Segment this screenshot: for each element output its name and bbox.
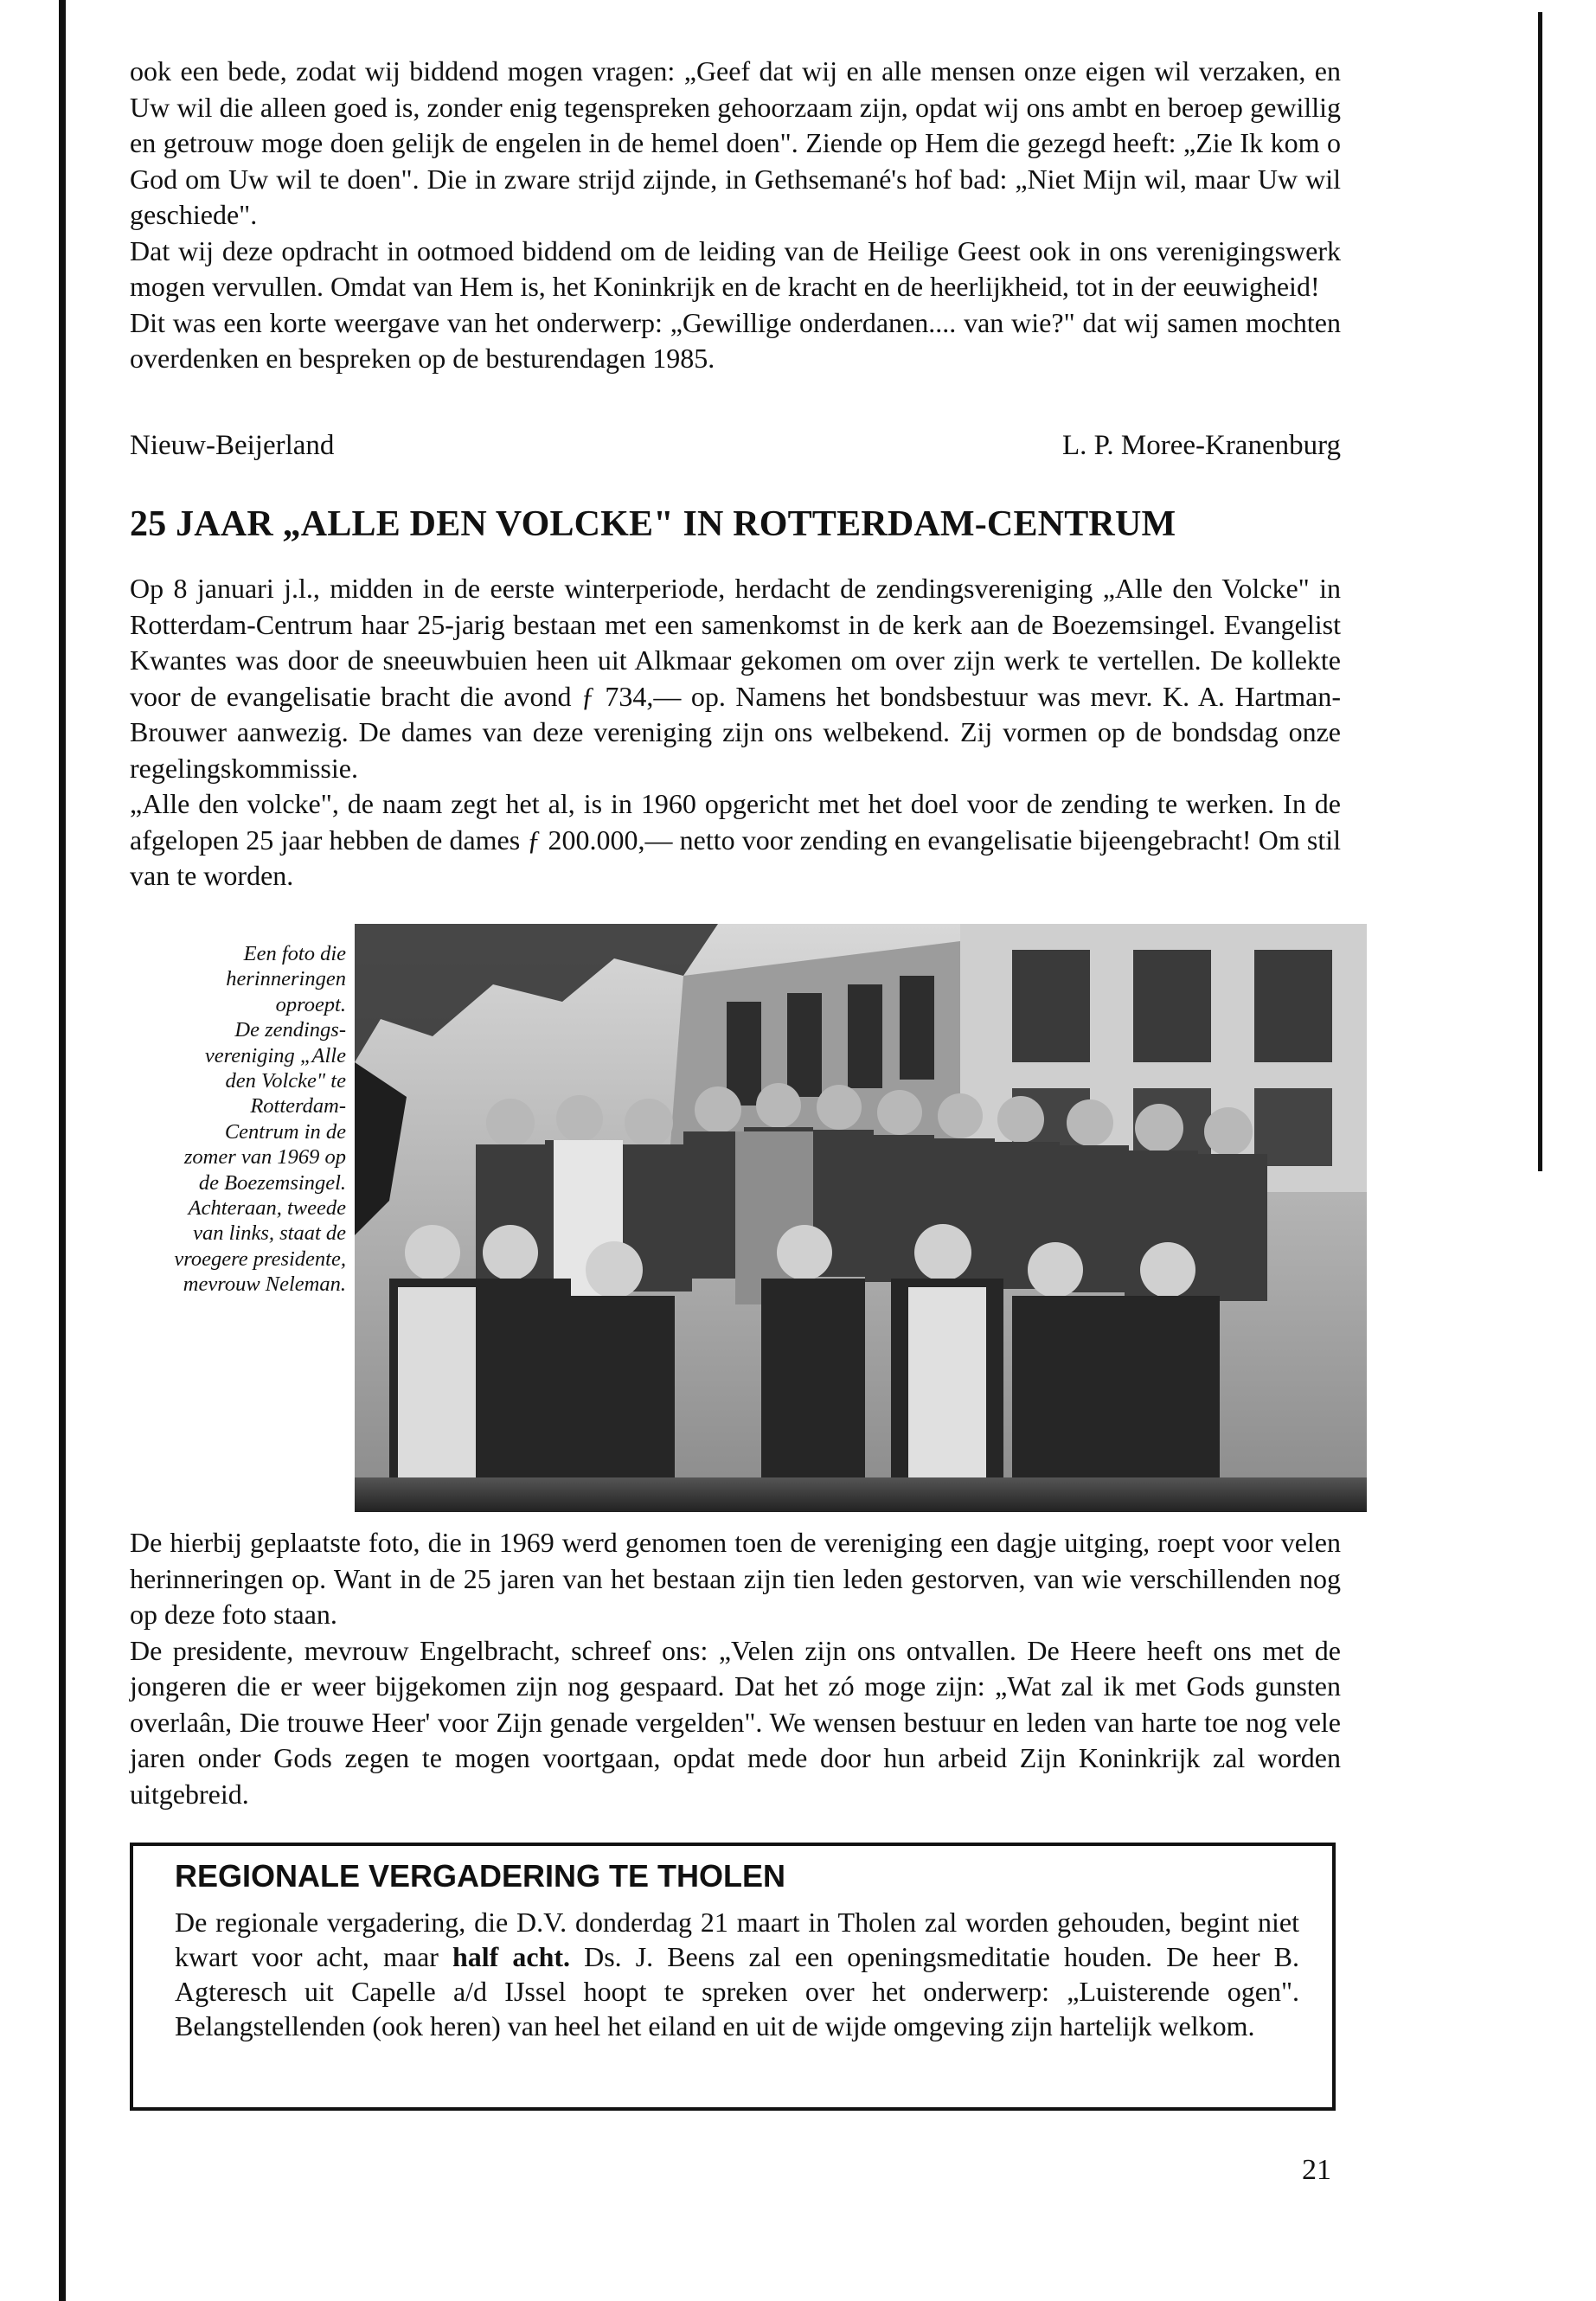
- caption-line: Een foto die: [243, 942, 346, 965]
- signoff-place: Nieuw-Beijerland: [130, 430, 335, 461]
- intro-text: [130, 54, 1341, 377]
- photo-caption: [130, 941, 346, 1298]
- notice-box: [130, 1843, 1336, 2111]
- caption-line: zomer van 1969 op: [183, 1145, 346, 1170]
- notice-bold-time: half acht.: [452, 1941, 571, 1972]
- caption-line: oproept.: [275, 992, 346, 1016]
- intro-paragraph-1: ook een bede, zodat wij biddend mogen vragen: „Geef dat wij en alle mensen onze eigen wil verzaken, en Uw wil die alleen goed is, zonder enig tegenspreken gehoorzaam zijn, opdat wij ons ambt en beroep gewillig en getrouw moge doen gelijk de engelen in de hemel doen". Ziende op Hem die gezegd heeft: „Zie Ik kom o God om Uw wil te doen". Die in zware strijd zijnde, in Gethsemané's hof bad: „Niet Mijn wil, maar Uw wil geschiede".: [130, 55, 1341, 230]
- caption-line: De zendings-: [234, 1018, 346, 1042]
- notice-text-1: De regionale vergadering, die D.V. donderdag 21 maart in Tholen zal worden gehouden, begint niet kwart voor acht, maar: [175, 1907, 1299, 1972]
- article-title: 25 JAAR „ALLE DEN VOLCKE" IN ROTTERDAM-CENTRUM: [130, 504, 1176, 544]
- notice-title: REGIONALE VERGADERING TE THOLEN: [175, 1858, 786, 1894]
- group-photo: [355, 924, 1367, 1512]
- intro-paragraph-2: Dat wij deze opdracht in ootmoed biddend om de leiding van de Heilige Geest ook in ons verenigingswerk mogen vervullen. Omdat van Hem is, het Koninkrijk en de kracht en de heerlijkheid, tot in der eeuwigheid!: [130, 234, 1341, 302]
- scan-edge-left: [59, 0, 66, 2301]
- caption-line: vereniging „Alle: [204, 1043, 346, 1067]
- signoff: [130, 430, 1341, 462]
- article-text-continued: [130, 1525, 1341, 1812]
- caption-line: Achteraan, tweede: [188, 1196, 346, 1221]
- caption-line: vroegere presidente,: [174, 1247, 346, 1271]
- caption-line: Centrum in de: [224, 1119, 346, 1144]
- notice-text-2: Ds. J. Beens zal een openingsmeditatie houden. De heer B. Agteresch uit Capelle a/d IJssel hoopt te spreken over het onderwerp: „Luisterende ogen". Belangstellenden (ook heren) van heel het eiland en uit de wijde omgeving zijn hartelijk welkom.: [175, 1941, 1300, 2041]
- article-text: [130, 571, 1341, 894]
- scan-edge-right: [1538, 12, 1542, 1171]
- article-paragraph-4: De presidente, mevrouw Engelbracht, schreef ons: „Velen zijn ons ontvallen. De Heere heeft ons met de jongeren die er weer bijgekomen zijn nog gespaard. Dat het zó moge zijn: „Wat zal ik met Gods gunsten overlaân, Die trouwe Heer' voor Zijn genade vergelden". We wensen bestuur en leden van harte toe nog vele jaren onder Gods zegen te mogen voortgaan, opdat mede door hun arbeid Zijn Koninkrijk zal worden uitgebreid.: [130, 1634, 1341, 1810]
- intro-paragraph-3: Dit was een korte weergave van het onderwerp: „Gewillige onderdanen.... van wie?" dat wij samen mochten overdenken en bespreken op de besturendagen 1985.: [130, 306, 1341, 374]
- page-number: 21: [1302, 2154, 1331, 2186]
- signoff-author: L. P. Moree-Kranenburg: [1062, 430, 1341, 461]
- caption-line: Rotterdam-: [250, 1094, 346, 1118]
- caption-line: de Boezemsingel.: [198, 1170, 346, 1195]
- article-paragraph-3: De hierbij geplaatste foto, die in 1969 werd genomen toen de vereniging een dagje uitging, roept voor velen herinneringen op. Want in de 25 jaren van het bestaan zijn tien leden gestorven, van wie verschillenden nog op deze foto staan.: [130, 1527, 1341, 1630]
- caption-line: herinneringen: [226, 967, 346, 991]
- caption-line: mevrouw Neleman.: [183, 1272, 346, 1297]
- notice-body: [175, 1905, 1299, 2043]
- caption-line: van links, staat de: [193, 1221, 346, 1246]
- article-paragraph-2: „Alle den volcke", de naam zegt het al, is in 1960 opgericht met het doel voor de zending te werken. In de afgelopen 25 jaar hebben de dames ƒ 200.000,— netto voor zending en evangelisatie bijeengebracht! Om stil van te worden.: [130, 788, 1341, 891]
- article-paragraph-1: Op 8 januari j.l., midden in de eerste winterperiode, herdacht de zendingsvereniging „Alle den Volcke" in Rotterdam-Centrum haar 25-jarig bestaan met een samenkomst in de kerk aan de Boezemsingel. Evangelist Kwantes was door de sneeuwbuien heen uit Alkmaar gekomen om over zijn werk te vertellen. De kollekte voor de evangelisatie bracht die avond ƒ 734,— op. Namens het bondsbestuur was mevr. K. A. Hartman-Brouwer aanwezig. De dames van deze vereniging zijn ons welbekend. Zij vormen op de bondsdag onze regelingskommissie.: [130, 573, 1341, 784]
- caption-line: den Volcke" te: [225, 1069, 346, 1093]
